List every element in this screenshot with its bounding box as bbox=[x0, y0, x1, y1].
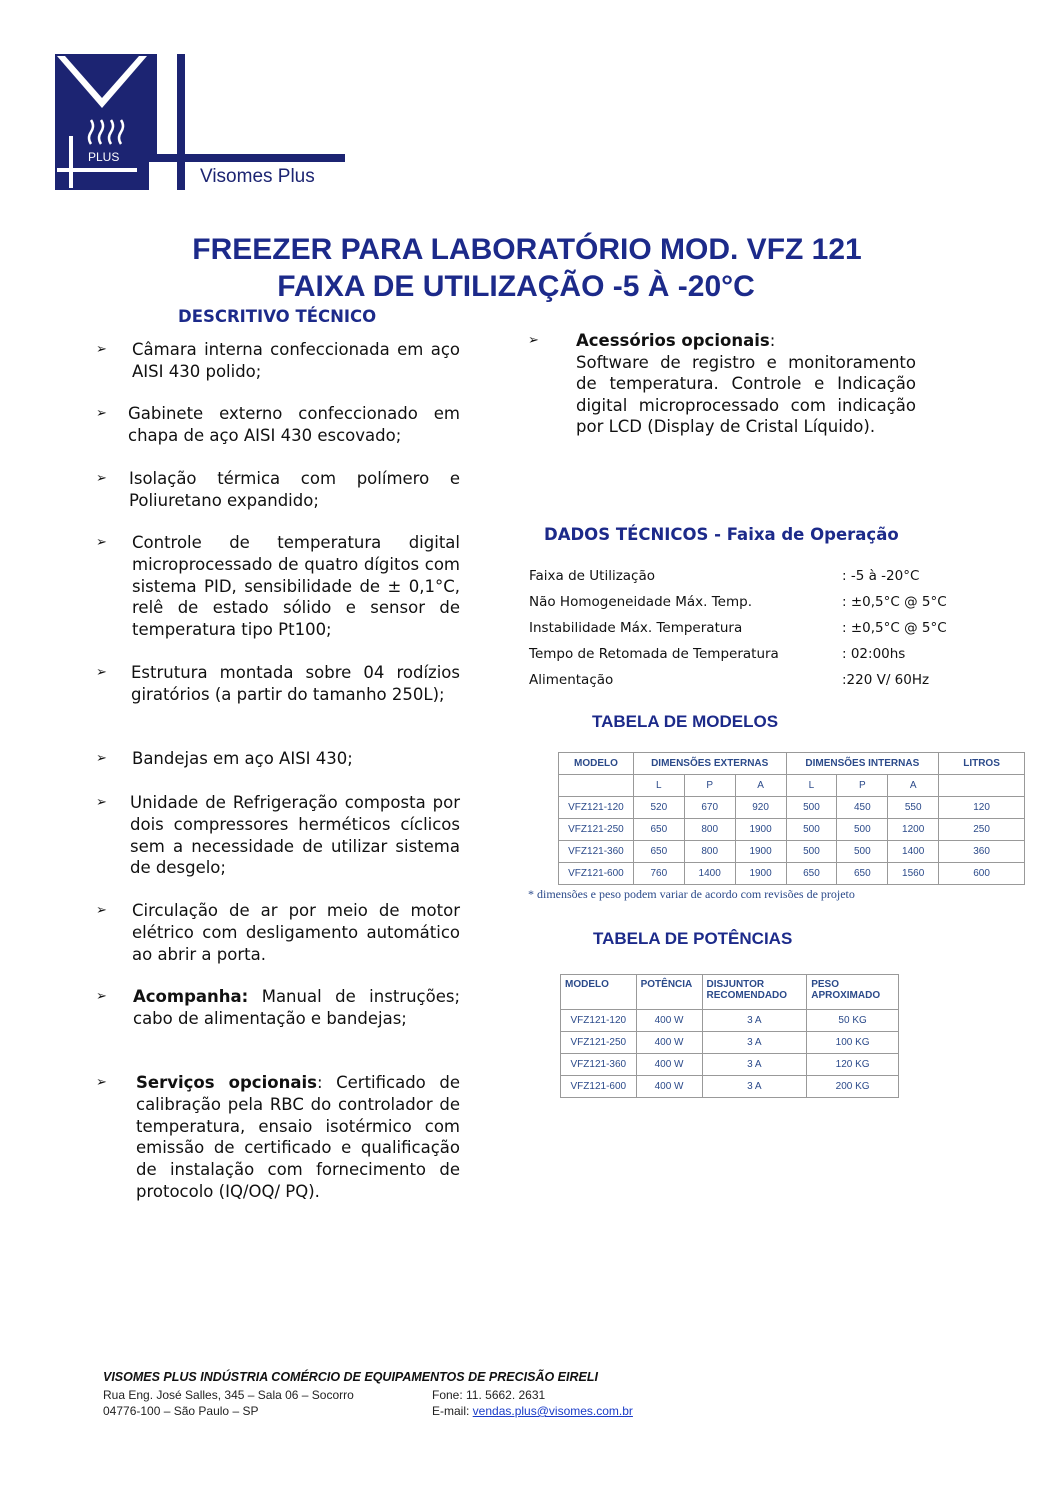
list-item bbox=[96, 468, 460, 512]
list-item-label: Serviços opcionais bbox=[136, 1073, 317, 1092]
table-cell: 450 bbox=[837, 797, 888, 819]
table-cell: VFZ121-360 bbox=[559, 841, 634, 863]
table-cell: 500 bbox=[786, 797, 837, 819]
arrow-bullet-icon: ➢ bbox=[96, 406, 107, 421]
table-cell: 200 KG bbox=[807, 1076, 899, 1098]
page-subtitle: FAIXA DE UTILIZAÇÃO -5 À -20°C bbox=[277, 270, 755, 303]
brand-name: Visomes Plus bbox=[200, 166, 315, 187]
table-cell: 1900 bbox=[735, 863, 786, 885]
table-row bbox=[559, 797, 1025, 819]
table-cell: 650 bbox=[786, 863, 837, 885]
table-cell: 800 bbox=[684, 841, 735, 863]
table-cell: VFZ121-250 bbox=[561, 1032, 637, 1054]
list-item bbox=[96, 403, 460, 447]
list-item-text: Bandejas em aço AISI 430; bbox=[132, 749, 353, 768]
table-cell: 500 bbox=[837, 819, 888, 841]
table-cell: 760 bbox=[633, 863, 684, 885]
table-row bbox=[561, 1054, 899, 1076]
table-cell: 800 bbox=[684, 819, 735, 841]
list-item-text: Gabinete externo confeccionado em chapa de aço AISI 430 escovado; bbox=[128, 404, 460, 445]
table-cell: 650 bbox=[837, 863, 888, 885]
col-header: POTÊNCIA bbox=[636, 975, 702, 1010]
table-cell: VFZ121-600 bbox=[561, 1076, 637, 1098]
table-cell: 550 bbox=[888, 797, 939, 819]
table-cell: 250 bbox=[939, 819, 1025, 841]
table-cell: 360 bbox=[939, 841, 1025, 863]
list-item bbox=[96, 792, 460, 880]
table-cell: 1400 bbox=[888, 841, 939, 863]
table-cell: 400 W bbox=[636, 1076, 702, 1098]
tabela-modelos-heading: TABELA DE MODELOS bbox=[592, 712, 779, 731]
spec-row: Instabilidade Máx. Temperatura : ±0,5°C @ 5°C bbox=[529, 620, 947, 636]
sub-header: L bbox=[633, 775, 684, 797]
list-item-text: Câmara interna confeccionada em aço AISI 430 polido; bbox=[132, 340, 460, 381]
table-cell: 120 bbox=[939, 797, 1025, 819]
sub-header: P bbox=[837, 775, 888, 797]
arrow-bullet-icon: ➢ bbox=[96, 795, 107, 810]
col-header: MODELO bbox=[561, 975, 637, 1010]
list-item bbox=[96, 532, 460, 642]
table-cell: 400 W bbox=[636, 1032, 702, 1054]
footer-company: VISOMES PLUS INDÚSTRIA COMÉRCIO DE EQUIPAMENTOS DE PRECISÃO EIRELI bbox=[103, 1370, 598, 1384]
dados-tecnicos-list bbox=[529, 566, 969, 696]
arrow-bullet-icon: ➢ bbox=[96, 903, 107, 918]
table-row bbox=[559, 841, 1025, 863]
table-cell: 3 A bbox=[702, 1076, 807, 1098]
footer-address-1: Rua Eng. José Salles, 345 – Sala 06 – Socorro bbox=[103, 1388, 354, 1402]
table-cell: VFZ121-600 bbox=[559, 863, 634, 885]
table-row bbox=[559, 863, 1025, 885]
footer-address-2: 04776-100 – São Paulo – SP bbox=[103, 1404, 259, 1418]
list-item-text: Serviços opcionais: Certificado de calibração pela RBC do controlador de temperatura, ensaio isotérmico com emissão de certificado e qualificação de instalação com fornecimento de protocolo (IQ/OQ/ PQ). bbox=[136, 1073, 460, 1201]
arrow-bullet-icon: ➢ bbox=[96, 342, 107, 357]
list-item-text: Controle de temperatura digital microprocessado de quatro dígitos com sistema PID, sensibilidade de ± 0,1°C, relê de estado sólido e sensor de temperatura tipo Pt100; bbox=[132, 533, 460, 640]
models-table bbox=[558, 752, 1025, 885]
list-item bbox=[96, 662, 460, 728]
table-cell: 3 A bbox=[702, 1032, 807, 1054]
table-cell: 500 bbox=[837, 841, 888, 863]
table-cell: VFZ121-360 bbox=[561, 1054, 637, 1076]
footer-phone: Fone: 11. 5662. 2631 bbox=[432, 1388, 546, 1402]
table-cell: 920 bbox=[735, 797, 786, 819]
email-link[interactable]: vendas.plus@visomes.com.br bbox=[472, 1404, 633, 1418]
table-cell: 520 bbox=[633, 797, 684, 819]
table-cell: 650 bbox=[633, 819, 684, 841]
table-row bbox=[561, 1076, 899, 1098]
table-cell: 400 W bbox=[636, 1054, 702, 1076]
models-note: * dimensões e peso podem variar de acordo com revisões de projeto bbox=[528, 887, 855, 901]
table-cell: 670 bbox=[684, 797, 735, 819]
table-cell: 400 W bbox=[636, 1010, 702, 1032]
list-item bbox=[96, 986, 460, 1052]
col-header-modelo: MODELO bbox=[559, 753, 634, 775]
arrow-bullet-icon: ➢ bbox=[96, 535, 107, 550]
spec-row: Tempo de Retomada de Temperatura : 02:00hs bbox=[529, 646, 906, 662]
spec-row: Alimentação :220 V/ 60Hz bbox=[529, 672, 930, 688]
spec-row: Faixa de Utilização : -5 à -20°C bbox=[529, 568, 920, 584]
col-header: PESO APROXIMADO bbox=[807, 975, 899, 1010]
table-cell: 3 A bbox=[702, 1054, 807, 1076]
col-header-externas: DIMENSÕES EXTERNAS bbox=[633, 753, 786, 775]
table-row bbox=[559, 819, 1025, 841]
list-item-label: Acompanha: bbox=[133, 987, 249, 1006]
spec-row: Não Homogeneidade Máx. Temp. : ±0,5°C @ 5°C bbox=[529, 594, 947, 610]
table-row bbox=[561, 1032, 899, 1054]
arrow-bullet-icon: ➢ bbox=[96, 751, 107, 766]
list-item-text: Isolação térmica com polímero e Poliuretano expandido; bbox=[129, 469, 460, 510]
list-item bbox=[96, 339, 460, 383]
col-header-internas: DIMENSÕES INTERNAS bbox=[786, 753, 939, 775]
table-cell: VFZ121-120 bbox=[559, 797, 634, 819]
table-cell: 650 bbox=[633, 841, 684, 863]
footer-email: E-mail: vendas.plus@visomes.com.br bbox=[432, 1404, 633, 1418]
arrow-bullet-icon: ➢ bbox=[96, 471, 107, 486]
table-row bbox=[561, 1010, 899, 1032]
arrow-bullet-icon: ➢ bbox=[96, 1075, 107, 1090]
acessorios-label: Acessórios opcionais bbox=[576, 331, 770, 350]
list-item-text: Estrutura montada sobre 04 rodízios giratórios (a partir do tamanho 250L); bbox=[131, 663, 460, 704]
list-item bbox=[96, 1072, 460, 1226]
sub-header: A bbox=[888, 775, 939, 797]
table-cell: 50 KG bbox=[807, 1010, 899, 1032]
table-cell: VFZ121-120 bbox=[561, 1010, 637, 1032]
list-item-text: Acompanha: Manual de instruções; cabo de alimentação e bandejas; bbox=[133, 987, 460, 1028]
table-cell: VFZ121-250 bbox=[559, 819, 634, 841]
table-cell: 120 KG bbox=[807, 1054, 899, 1076]
sub-header: L bbox=[786, 775, 837, 797]
col-header: DISJUNTOR RECOMENDADO bbox=[702, 975, 807, 1010]
table-cell: 500 bbox=[786, 819, 837, 841]
table-cell: 1400 bbox=[684, 863, 735, 885]
list-item bbox=[96, 900, 460, 966]
page-title: FREEZER PARA LABORATÓRIO MOD. VFZ 121 bbox=[192, 233, 862, 266]
acessorios-text: Software de registro e monitoramento de temperatura. Controle e Indicação digital microprocessado com indicação por LCD (Display de Cristal Líquido). bbox=[576, 352, 916, 437]
list-item-text: Unidade de Refrigeração composta por dois compressores herméticos cíclicos sem a necessidade de utilizar sistema de desgelo; bbox=[130, 793, 460, 878]
tabela-potencias-heading: TABELA DE POTÊNCIAS bbox=[593, 929, 793, 948]
table-cell: 600 bbox=[939, 863, 1025, 885]
table-cell: 1900 bbox=[735, 819, 786, 841]
table-cell: 500 bbox=[786, 841, 837, 863]
sub-header: A bbox=[735, 775, 786, 797]
powers-table bbox=[560, 974, 899, 1098]
col-header-litros: LITROS bbox=[939, 753, 1025, 775]
table-cell: 1900 bbox=[735, 841, 786, 863]
dados-tecnicos-heading: DADOS TÉCNICOS - Faixa de Operação bbox=[544, 525, 899, 544]
table-cell: 1560 bbox=[888, 863, 939, 885]
sub-header: P bbox=[684, 775, 735, 797]
table-cell: 1200 bbox=[888, 819, 939, 841]
logo-plus-label: PLUS bbox=[88, 150, 120, 164]
arrow-bullet-icon: ➢ bbox=[96, 989, 107, 1004]
arrow-bullet-icon: ➢ bbox=[528, 333, 539, 348]
arrow-bullet-icon: ➢ bbox=[96, 665, 107, 680]
descritivo-heading: DESCRITIVO TÉCNICO bbox=[178, 307, 377, 326]
table-cell: 3 A bbox=[702, 1010, 807, 1032]
list-item-text: Circulação de ar por meio de motor elétrico com desligamento automático ao abrir a porta. bbox=[132, 901, 460, 964]
list-item bbox=[96, 748, 460, 770]
table-cell: 100 KG bbox=[807, 1032, 899, 1054]
